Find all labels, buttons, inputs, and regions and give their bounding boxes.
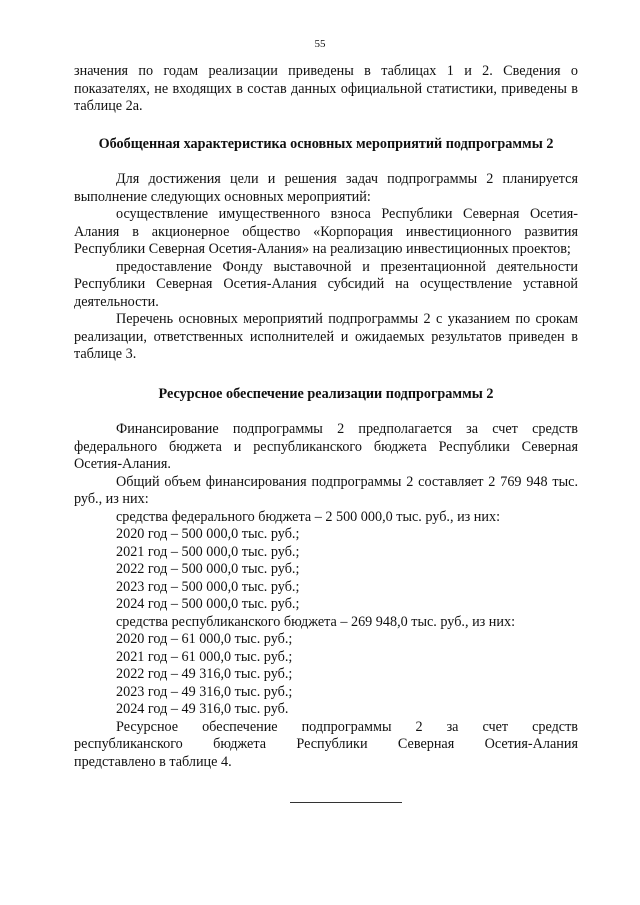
page-number: 55 — [314, 38, 326, 50]
republic-year-line: 2021 год – 61 000,0 тыс. руб.; — [116, 648, 293, 665]
paragraph-resources-line-3: представлено в таблице 4. — [74, 753, 232, 770]
paragraph-intro: значения по годам реализации приведены в таблицах 1 и 2. Сведения о показателях, не входящих в состав данных официальной статистики, приведены в таблице 2а. — [74, 63, 578, 114]
federal-year-line: 2020 год – 500 000,0 тыс. руб.; — [116, 526, 300, 542]
federal-year-line: 2022 год – 500 000,0 тыс. руб.; — [116, 561, 300, 577]
federal-budget-title: средства федерального бюджета – 2 500 000,0 тыс. руб., из них: — [116, 508, 501, 525]
paragraph-measures-list: Перечень основных мероприятий подпрограммы 2 с указанием по срокам реализации, ответственных исполнителей и ожидаемых результатов приведен в таблице 3. — [74, 311, 578, 362]
republic-year-line: 2022 год – 49 316,0 тыс. руб.; — [116, 666, 293, 682]
republic-year-line: 2024 год – 49 316,0 тыс. руб. — [116, 701, 289, 717]
paragraph-goals: Для достижения цели и решения задач подпрограммы 2 планируется выполнение следующих основных мероприятий: — [74, 171, 578, 205]
footer-divider — [290, 802, 402, 803]
document-body — [74, 63, 578, 771]
paragraph-measure-1: осуществление имущественного взноса Республики Северная Осетия-Алания в акционерное общество «Корпорация инвестиционного развития Республики Северная Осетия-Алания» на реализацию инвестиционных проектов; — [74, 206, 578, 257]
section-heading-measures: Обобщенная характеристика основных мероприятий подпрограммы 2 — [98, 135, 554, 152]
paragraph-resources-line-2: республиканского бюджета Республики Северная Осетия-Алания — [74, 736, 578, 752]
republic-year-line: 2020 год – 61 000,0 тыс. руб.; — [116, 631, 293, 647]
paragraph-financing: Финансирование подпрограммы 2 предполагается за счет средств федерального бюджета и республиканского бюджета Республики Северная Осетия-Алания. — [74, 421, 578, 472]
federal-year-line: 2024 год – 500 000,0 тыс. руб.; — [116, 596, 300, 612]
paragraph-measure-2: предоставление Фонду выставочной и презентационной деятельности Республики Северная Осетия-Алания субсидий на осуществление уставной деятельности. — [74, 258, 578, 310]
federal-year-line: 2021 год – 500 000,0 тыс. руб.; — [116, 543, 300, 560]
republic-year-line: 2023 год – 49 316,0 тыс. руб.; — [116, 683, 293, 700]
paragraph-resources-line-1: Ресурсное обеспечение подпрограммы 2 за счет средств — [116, 718, 578, 735]
federal-year-line: 2023 год – 500 000,0 тыс. руб.; — [116, 578, 300, 595]
republic-budget-title: средства республиканского бюджета – 269 948,0 тыс. руб., из них: — [116, 613, 516, 630]
paragraph-total-volume: Общий объем финансирования подпрограммы 2 составляет 2 769 948 тыс. руб., из них: — [74, 473, 578, 507]
section-heading-resources: Ресурсное обеспечение реализации подпрограммы 2 — [158, 385, 494, 402]
